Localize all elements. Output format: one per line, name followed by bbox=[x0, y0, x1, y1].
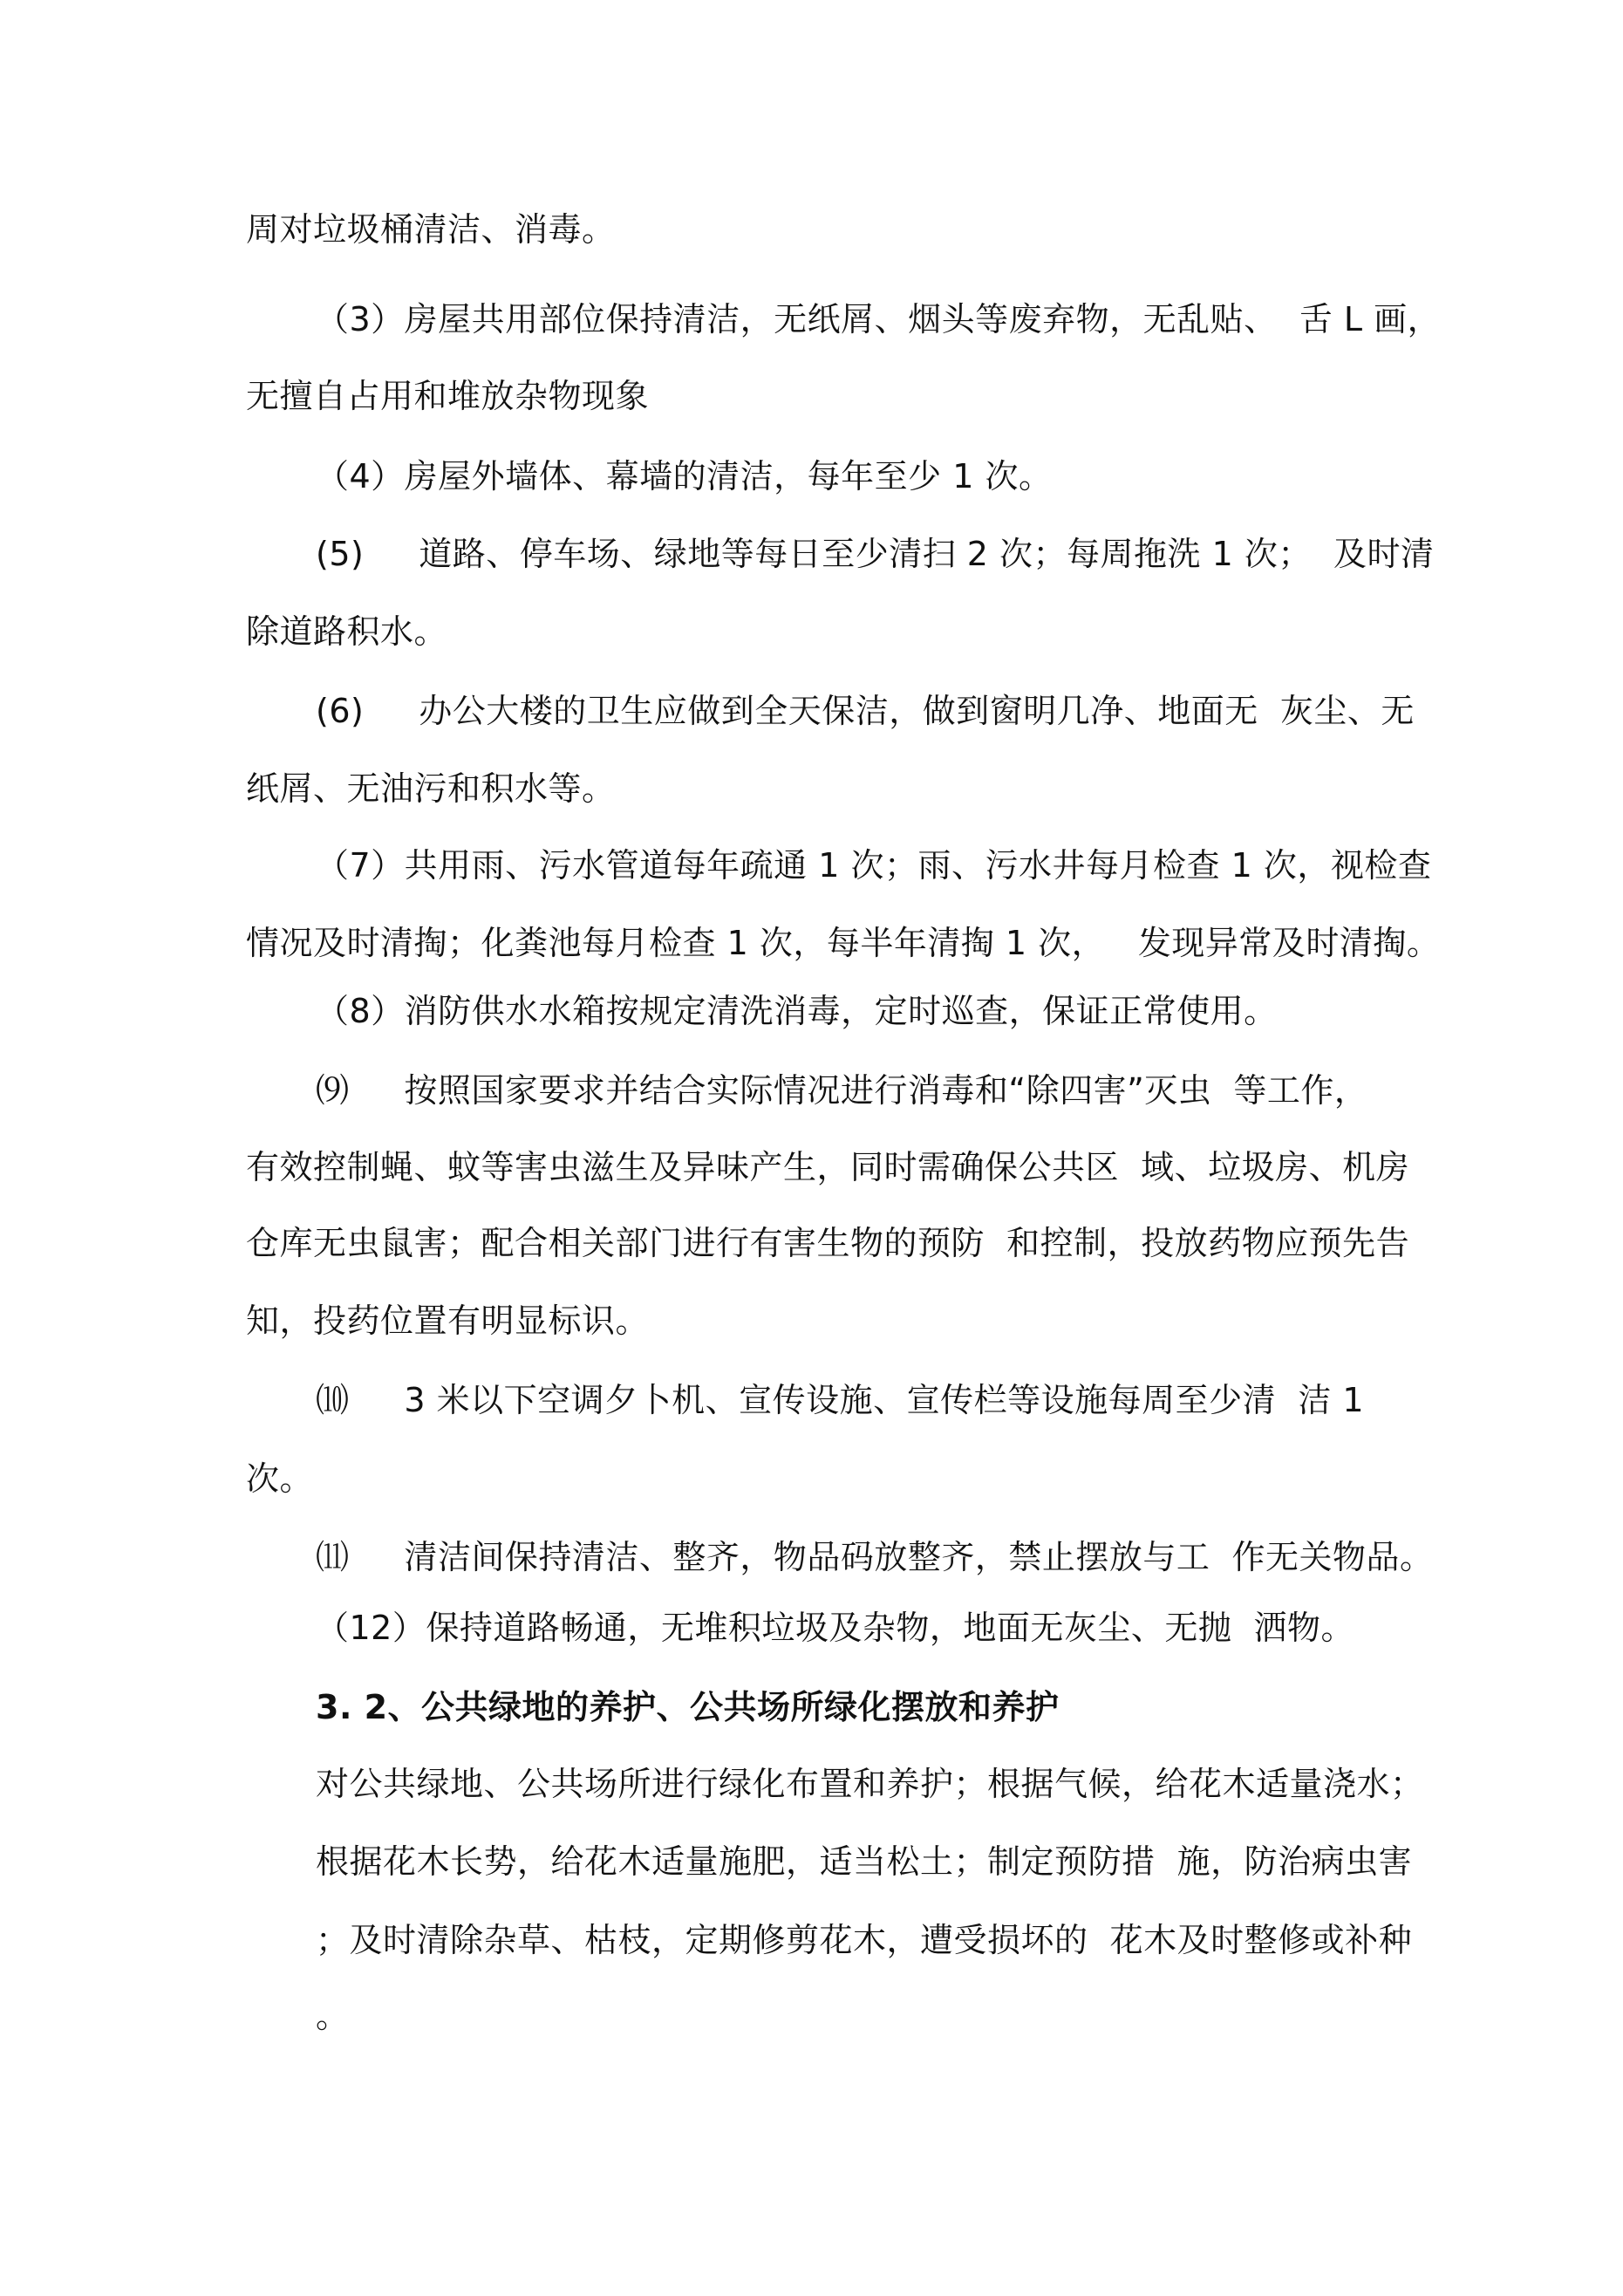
text-line: （3）房屋共用部位保持清洁，无纸屑、烟头等废弃物，无乱贴、 舌 L 画， bbox=[316, 300, 1442, 338]
text-line: ⑼ 按照国家要求并结合实际情况进行消毒和“除四害”灭虫 等工作， bbox=[316, 1071, 1368, 1110]
text-line: 除道路积水。 bbox=[246, 612, 448, 651]
text-line: 。 bbox=[316, 1997, 350, 2035]
text-line: 有效控制蝇、蚊等害虫滋生及异味产生，同时需确保公共区 域、垃圾房、机房 bbox=[246, 1148, 1410, 1186]
text-line: （4）房屋外墙体、幕墙的清洁，每年至少 1 次。 bbox=[316, 457, 1053, 495]
text-line: ⑾ 清洁间保持清洁、整齐，物品码放整齐，禁止摆放与工 作无关物品。 bbox=[316, 1538, 1434, 1576]
text-line: 纸屑、无油污和积水等。 bbox=[246, 769, 616, 808]
text-line: 周对垃圾桶清洁、消毒。 bbox=[246, 210, 616, 249]
section-heading: 3. 2、公共绿地的养护、公共场所绿化摆放和养护 bbox=[316, 1688, 1060, 1726]
text-line: 仓库无虫鼠害；配合相关部门进行有害生物的预防 和控制，投放药物应预先告 bbox=[246, 1224, 1410, 1262]
text-line: （12）保持道路畅通，无堆积垃圾及杂物，地面无灰尘、无抛 洒物。 bbox=[316, 1609, 1355, 1647]
text-line: ⑽ 3 米以下空调夕卜机、宣传设施、宣传栏等设施每周至少清 洁 1 bbox=[316, 1381, 1365, 1419]
text-line: （7）共用雨、污水管道每年疏通 1 次；雨、污水井每月检查 1 次，视检查 bbox=[316, 846, 1432, 885]
text-line: （8）消防供水水箱按规定清洗消毒，定时巡查，保证正常使用。 bbox=[316, 992, 1278, 1030]
text-line: ；及时清除杂草、枯枝，定期修剪花木，遭受损坏的 花木及时整修或补种 bbox=[316, 1921, 1413, 1959]
text-line: 情况及时清掏；化粪池每月检查 1 次，每半年清掏 1 次， 发现异常及时清掏。 bbox=[246, 924, 1441, 962]
text-line: 对公共绿地、公共场所进行绿化布置和养护；根据气候，给花木适量浇水； bbox=[316, 1765, 1424, 1803]
text-line: 次。 bbox=[246, 1459, 314, 1498]
text-line: 无擅自占用和堆放杂物现象 bbox=[246, 377, 650, 415]
text-line: (5) 道路、停车场、绿地等每日至少清扫 2 次；每周拖洗 1 次； 及时清 bbox=[316, 535, 1435, 573]
text-line: 根据花木长势，给花木适量施肥，适当松土；制定预防措 施，防治病虫害 bbox=[316, 1842, 1413, 1881]
text-line: 知，投药位置有明显标识。 bbox=[246, 1302, 650, 1340]
text-line: (6) 办公大楼的卫生应做到全天保洁，做到窗明几净、地面无 灰尘、无 bbox=[316, 692, 1415, 730]
